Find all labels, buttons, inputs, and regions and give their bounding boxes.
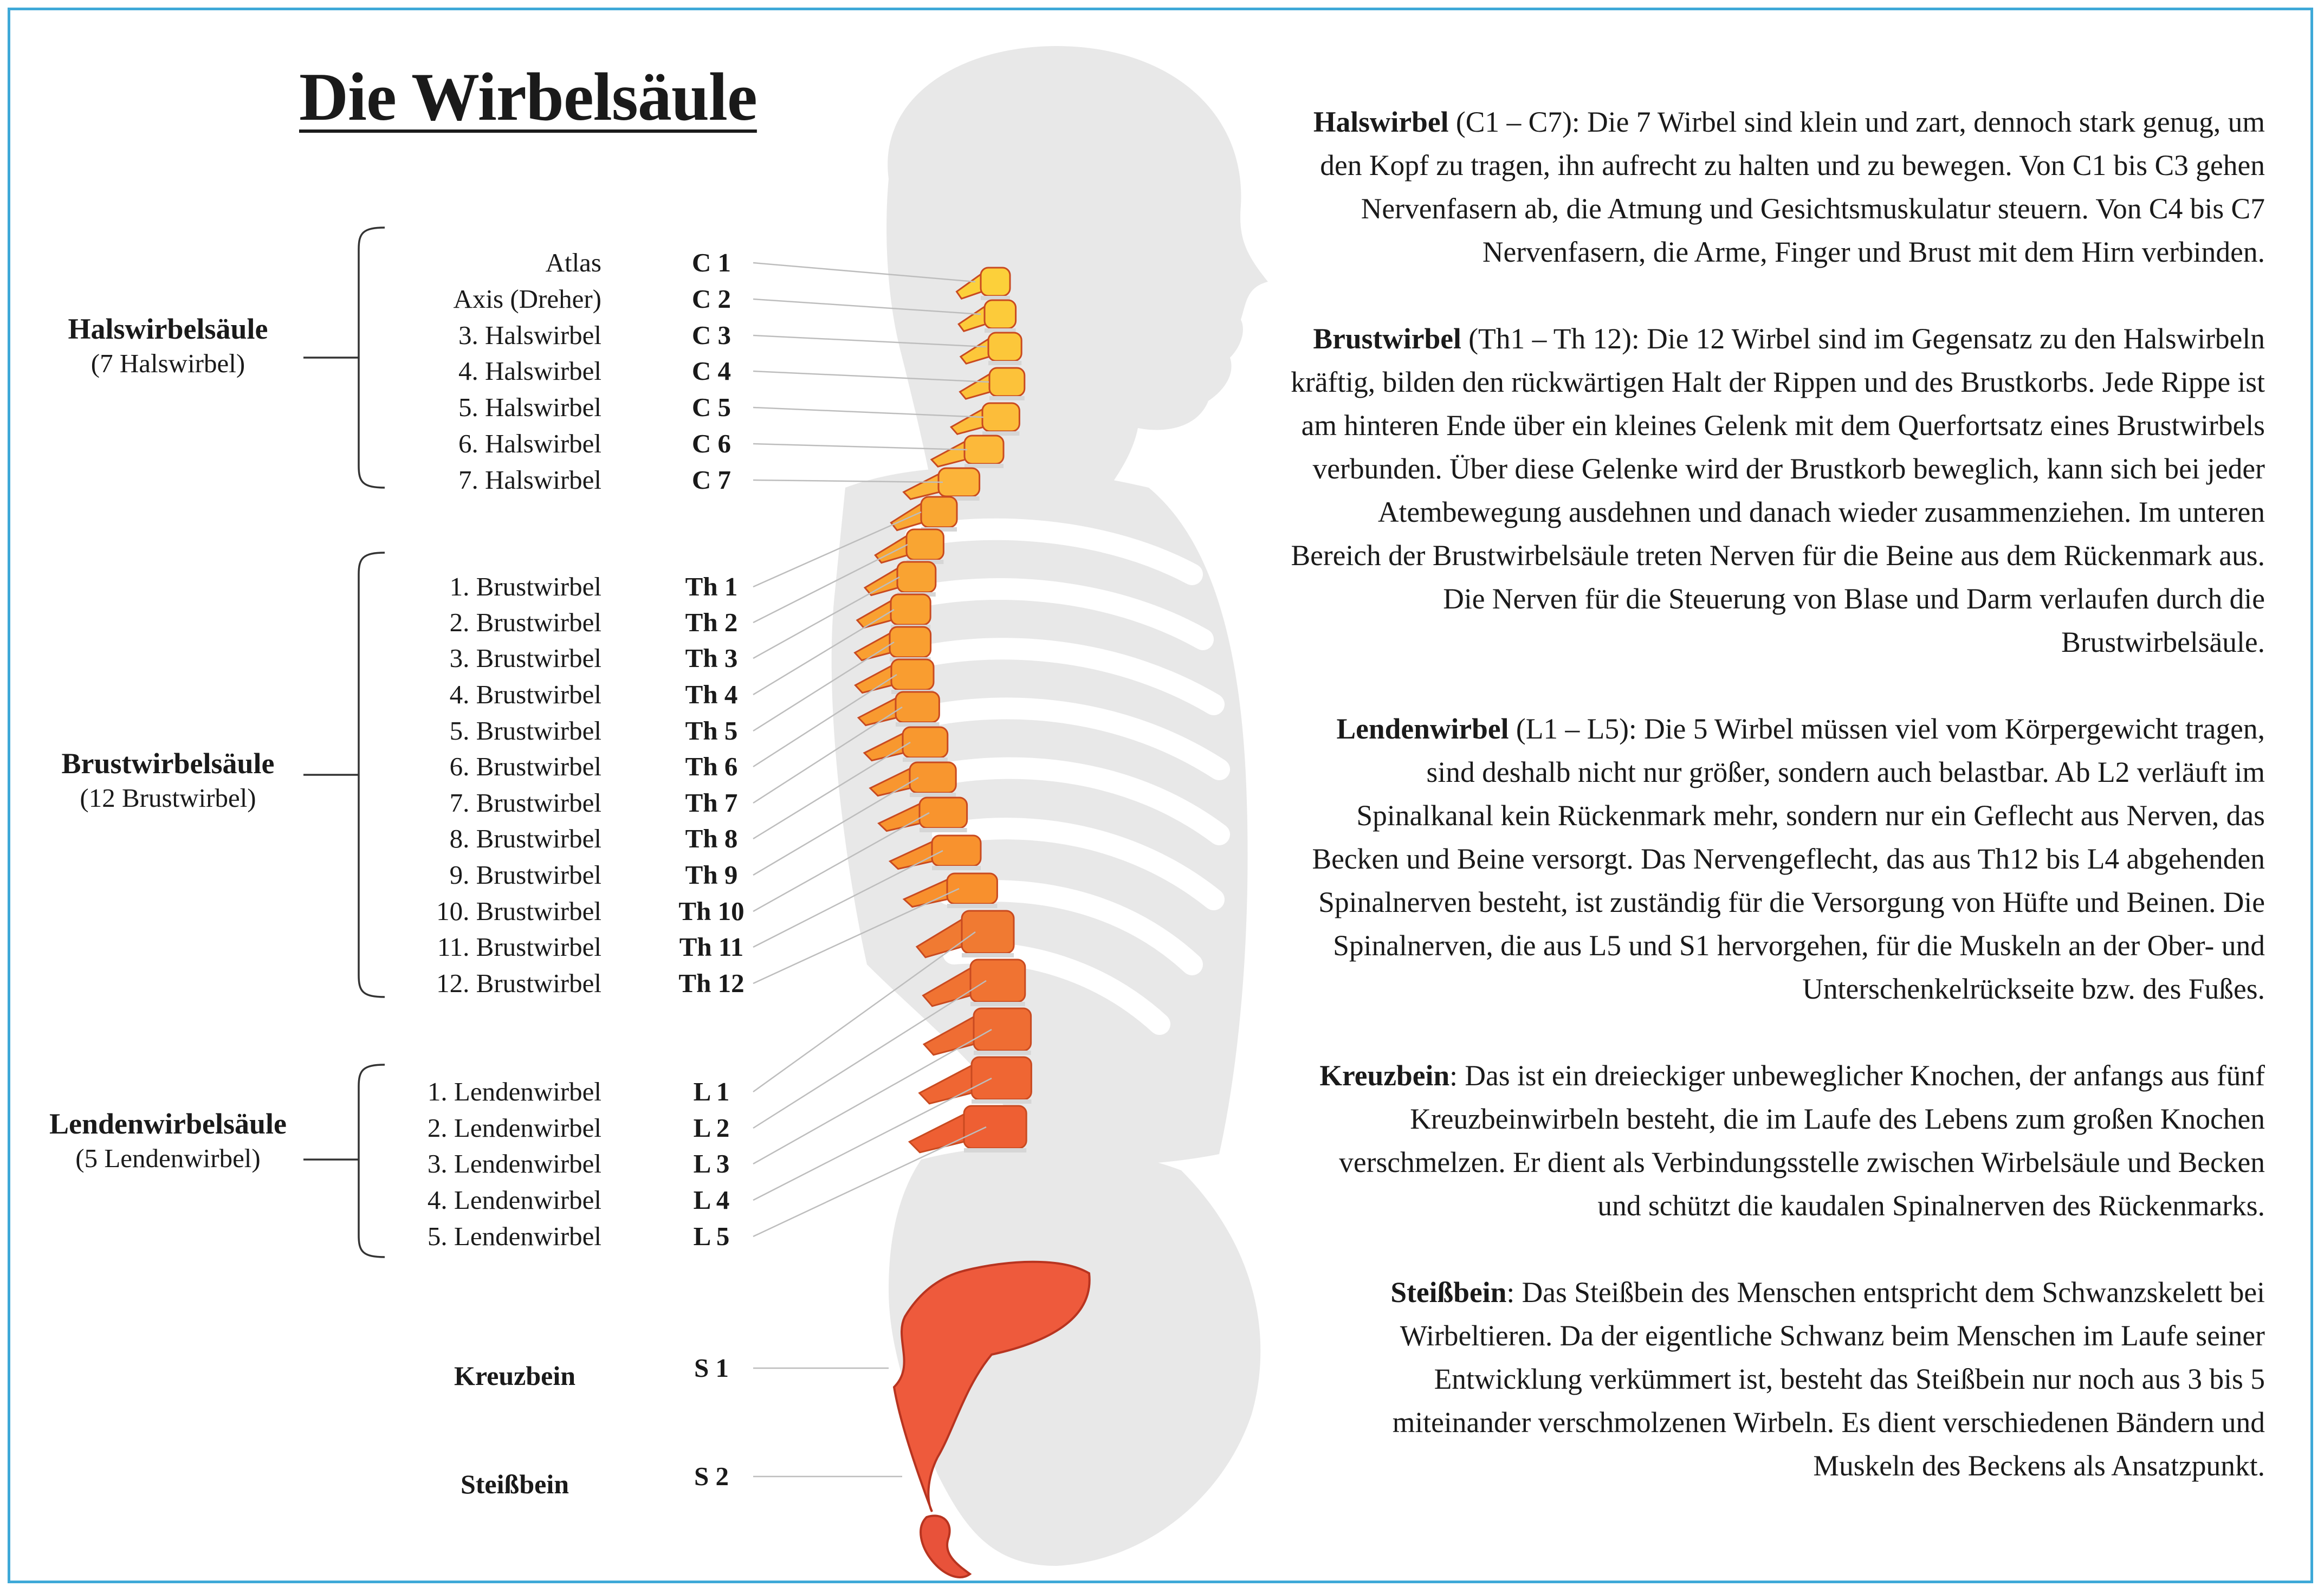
- group-cervical: [27, 312, 309, 380]
- group-thoracic: [27, 746, 309, 814]
- vertebra-code-th3: Th 3: [685, 643, 738, 673]
- vertebra-name-th8: 8. Brustwirbel: [449, 824, 601, 853]
- desc-sacrum-body: : Das ist ein dreieckiger unbeweglicher Knochen, der anfangs aus fünf Kreuzbeinwirbeln besteht, die im Laufe des Lebens zum großen Knochen verschmelzen. Er dient als Verbindungsstelle zwischen Wirbelsäule und Becken und schützt die kaudalen Spinalnerven des Rückenmarks.: [1339, 1059, 2265, 1222]
- vertebra-name-th10: 10. Brustwirbel: [436, 896, 601, 926]
- desc-cervical: [1290, 100, 2265, 274]
- vertebra-code-th12: Th 12: [678, 968, 745, 998]
- desc-thoracic-body: (Th1 – Th 12): Die 12 Wirbel sind im Gegensatz zu den Halswirbeln kräftig, bilden den rückwärtigen Halt der Rippen und des Brustkorbs. Jede Rippe ist am hinteren Ende über ein kleines Gelenk mit dem Querfortsatz eines Brustwirbels verbunden. Über diese Gelenke wird der Brustkorb beweglich, kann sich bei jeder Atembewegung ausdehnen und danach wieder zusammenziehen. Im unteren Bereich der Brustwirbelsäule treten Nerven für die Beine aus dem Rückenmark aus. Die Nerven für die Steuerung von Blase und Darm verlaufen durch die Brustwirbelsäule.: [1291, 322, 2265, 658]
- vertebra-code-th2: Th 2: [685, 607, 738, 637]
- vertebra-code-l1: L 1: [693, 1077, 730, 1106]
- desc-lumbar: [1290, 707, 2265, 1011]
- vertebra-name-c1: Atlas: [545, 248, 601, 277]
- desc-sacrum-term: Kreuzbein: [1319, 1059, 1450, 1092]
- group-lumbar-subtitle: (5 Lendenwirbel): [75, 1143, 261, 1173]
- vertebra-name-c5: 5. Halswirbel: [458, 392, 601, 422]
- vertebra-code-c7: C 7: [691, 465, 731, 495]
- vertebra-code-th1: Th 1: [685, 572, 738, 601]
- coccyx-code: S 2: [694, 1461, 729, 1491]
- vertebra-name-th6: 6. Brustwirbel: [449, 752, 601, 781]
- vertebra-name-th7: 7. Brustwirbel: [449, 788, 601, 818]
- group-cervical-subtitle: (7 Halswirbel): [90, 348, 245, 378]
- vertebra-code-l5: L 5: [693, 1221, 730, 1251]
- vertebra-code-l4: L 4: [693, 1185, 730, 1215]
- vertebra-name-th5: 5. Brustwirbel: [449, 716, 601, 746]
- vertebra-name-th1: 1. Brustwirbel: [449, 572, 601, 601]
- desc-cervical-body: (C1 – C7): Die 7 Wirbel sind klein und zart, dennoch stark genug, um den Kopf zu tragen, ihn aufrecht zu halten und zu bewegen. Von C1 bis C3 gehen Nervenfasern ab, die Atmung und Gesichtsmuskulatur steuern. Von C4 bis C7 Nervenfasern, die Arme, Finger und Brust mit dem Hirn verbinden.: [1320, 106, 2265, 268]
- description-text: [1290, 100, 2265, 1531]
- vertebra-code-c6: C 6: [691, 429, 731, 458]
- vertebra-shape-l5: [909, 1106, 1026, 1152]
- desc-cervical-term: Halswirbel: [1313, 106, 1449, 138]
- vertebra-code-l3: L 3: [693, 1149, 730, 1178]
- vertebra-code-th11: Th 11: [679, 932, 744, 962]
- vertebra-name-l5: 5. Lendenwirbel: [427, 1221, 601, 1251]
- vertebra-name-th2: 2. Brustwirbel: [449, 607, 601, 637]
- sacrum-label: Kreuzbein: [454, 1361, 576, 1391]
- vertebra-name-th11: 11. Brustwirbel: [437, 932, 601, 962]
- vertebra-name-c7: 7. Halswirbel: [458, 465, 601, 495]
- vertebra-name-th9: 9. Brustwirbel: [449, 860, 601, 890]
- vertebra-code-th10: Th 10: [678, 896, 745, 926]
- vertebra-code-th8: Th 8: [685, 824, 738, 853]
- page-title: Die Wirbelsäule: [299, 60, 757, 135]
- vertebra-name-c4: 4. Halswirbel: [458, 356, 601, 386]
- vertebra-name-th3: 3. Brustwirbel: [449, 643, 601, 673]
- vertebra-code-c1: C 1: [691, 248, 731, 277]
- vertebra-name-l4: 4. Lendenwirbel: [427, 1185, 601, 1215]
- group-cervical-title: Halswirbelsäule: [68, 313, 268, 345]
- vertebra-name-l3: 3. Lendenwirbel: [427, 1149, 601, 1178]
- vertebra-name-th4: 4. Brustwirbel: [449, 679, 601, 709]
- desc-thoracic-term: Brustwirbel: [1313, 322, 1461, 355]
- desc-coccyx-term: Steißbein: [1390, 1276, 1507, 1309]
- vertebra-code-th4: Th 4: [685, 679, 738, 709]
- vertebra-code-th6: Th 6: [685, 752, 738, 781]
- vertebra-code-l2: L 2: [693, 1113, 730, 1143]
- vertebra-name-l1: 1. Lendenwirbel: [427, 1077, 601, 1106]
- vertebra-code-c5: C 5: [691, 392, 731, 422]
- desc-thoracic: [1290, 317, 2265, 664]
- vertebra-code-th9: Th 9: [685, 860, 738, 890]
- body-silhouette: [832, 46, 1268, 1566]
- coccyx-label: Steißbein: [460, 1469, 569, 1499]
- vertebra-name-c2: Axis (Dreher): [453, 284, 601, 314]
- vertebra-code-c2: C 2: [691, 284, 731, 314]
- desc-lumbar-body: (L1 – L5): Die 5 Wirbel müssen viel vom Körpergewicht tragen, sind deshalb nicht nur größer, sondern auch belastbar. Ab L2 verläuft im Spinalkanal kein Rückenmark mehr, sondern nur ein Geflecht aus Nerven, das Becken und Beine versorgt. Das Nervengeflecht, das aus Th12 bis L4 abgehenden Spinalnerven besteht, ist zuständig für die Versorgung von Hüfte und Beinen. Die Spinalnerven, die aus L5 und S1 hervorgehen, für die Muskeln an der Ober- und Unterschenkelrückseite bzw. des Fußes.: [1312, 713, 2265, 1005]
- desc-coccyx: [1290, 1271, 2265, 1487]
- sacrum-code: S 1: [694, 1353, 729, 1383]
- group-thoracic-subtitle: (12 Brustwirbel): [80, 782, 256, 813]
- desc-sacrum: [1290, 1054, 2265, 1227]
- vertebra-code-th7: Th 7: [685, 788, 738, 818]
- connector-l2: [753, 981, 986, 1128]
- vertebra-name-c6: 6. Halswirbel: [458, 429, 601, 458]
- vertebra-code-c4: C 4: [691, 356, 731, 386]
- vertebra-code-th5: Th 5: [685, 716, 738, 746]
- group-thoracic-title: Brustwirbelsäule: [61, 747, 275, 780]
- vertebra-name-l2: 2. Lendenwirbel: [427, 1113, 601, 1143]
- group-lumbar-title: Lendenwirbelsäule: [49, 1108, 287, 1140]
- vertebra-code-c3: C 3: [691, 320, 731, 350]
- desc-coccyx-body: : Das Steißbein des Menschen entspricht dem Schwanzskelett bei Wirbeltieren. Da der eigentliche Schwanz beim Menschen im Laufe seiner Entwicklung verkümmert ist, besteht das Steißbein nur noch aus 3 bis 5 miteinander verschmolzenen Wirbeln. Es dient verschiedenen Bändern und Muskeln des Beckens als Ansatzpunkt.: [1392, 1276, 2265, 1482]
- vertebra-name-c3: 3. Halswirbel: [458, 320, 601, 350]
- vertebra-shape-l4: [920, 1057, 1032, 1104]
- group-lumbar: [27, 1106, 309, 1175]
- desc-lumbar-term: Lendenwirbel: [1336, 713, 1509, 745]
- vertebra-name-th12: 12. Brustwirbel: [436, 968, 601, 998]
